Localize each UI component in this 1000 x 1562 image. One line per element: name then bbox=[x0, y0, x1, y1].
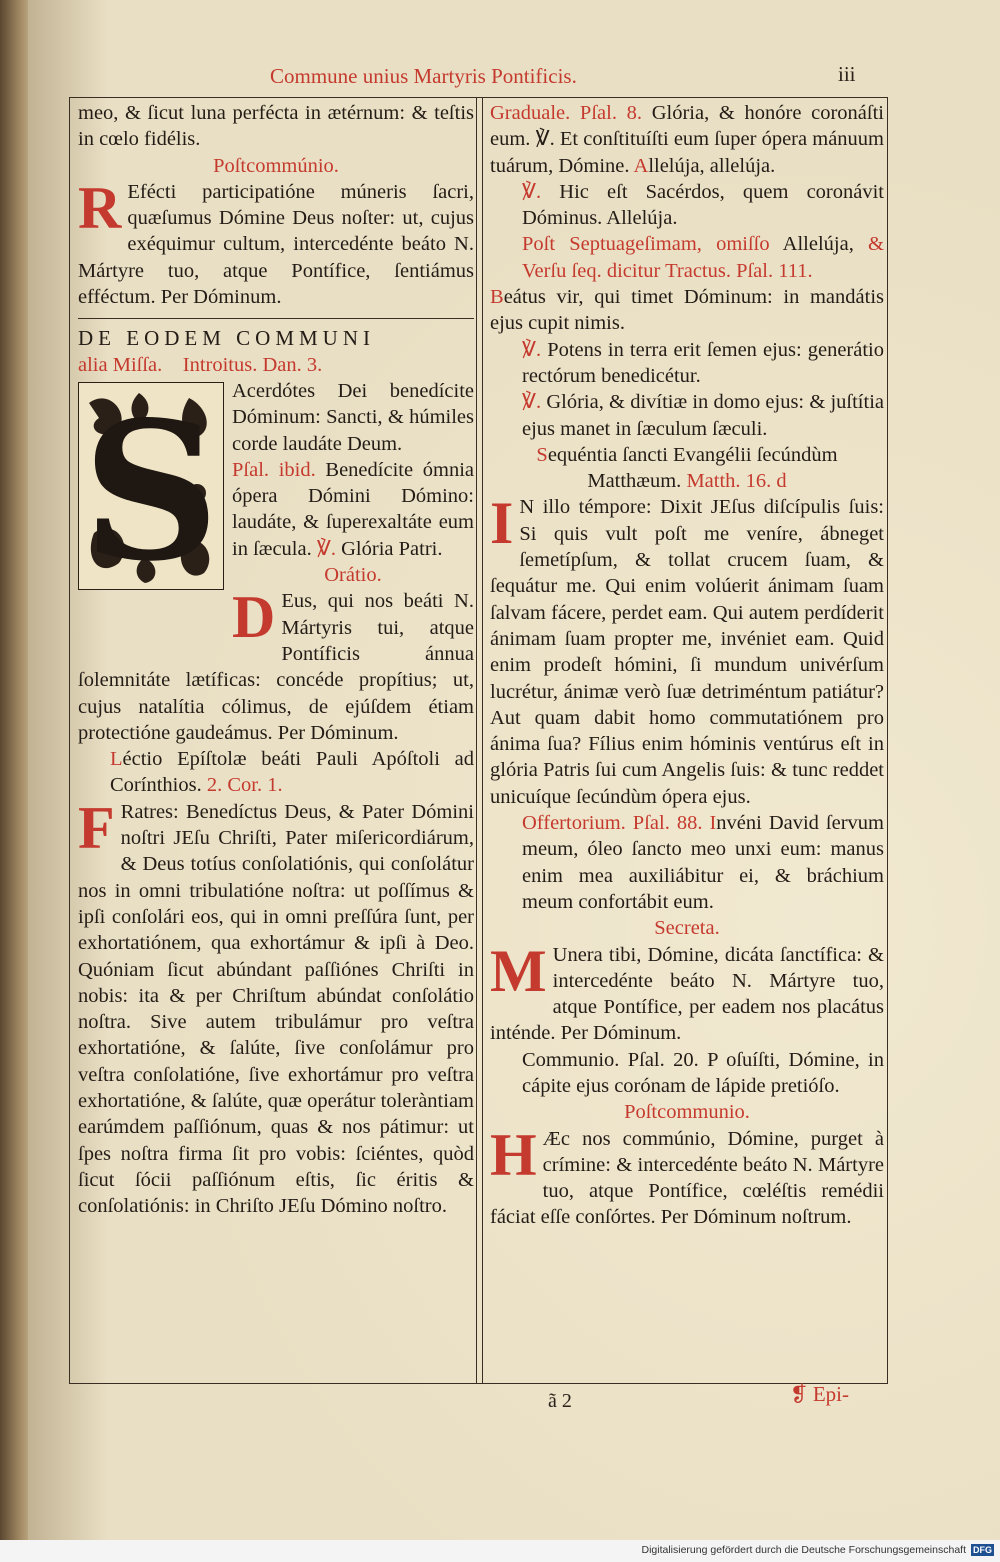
sequentia-initial: S bbox=[536, 443, 548, 466]
postcommunio-heading: Poſtcommunio. bbox=[624, 1101, 750, 1124]
versicle-text: Potens in terra erit ſemen ejus: generátio rectórum benedicétur. bbox=[522, 338, 884, 387]
tractus-text: eátus vir, qui timet Dóminum: in mandátis ejus cupit nimis. bbox=[490, 286, 884, 335]
catchword: ❡ Epi- bbox=[790, 1382, 850, 1406]
epistle-paragraph bbox=[78, 794, 474, 1220]
alleluia-initial: A bbox=[633, 154, 649, 177]
lectio-initial: L bbox=[110, 748, 123, 771]
introitus-text: Acerdótes Dei benedícite Dóminum: Sancti, & húmiles corde laudáte Deum. bbox=[232, 379, 474, 455]
mass-subtitle bbox=[78, 352, 474, 378]
column-divider bbox=[482, 97, 483, 1384]
running-header: Commune unius Martyris Pontificis. bbox=[270, 64, 577, 88]
psalm-text: Benedícite ómnia ópera Dómini Dómino: laudáte, & ſuperexaltáte eum in ſæcula. bbox=[232, 458, 474, 560]
frame-rule-top bbox=[70, 97, 888, 98]
offertorium-text: nvéni David ſervum meum, óleo ſancto meo unxi eum: manus enim mea auxiliábitur ei, & bráchium meum confortábit eum. bbox=[522, 812, 884, 913]
rubric-text: Poſt Septuageſimam, omiſſo bbox=[522, 233, 770, 256]
paragraph: meo, & ſicut luna perfécta in ætérnum: & teſtis in cœlo fidélis. bbox=[78, 102, 474, 151]
oratio-text: Eus, qui nos beáti N. Mártyris tui, atque Pontíficis ánnua ſolemnitáte lætíficas: concéde propítius; ut, cujus natalítia cólimus, de ejúſdem étiam protectióne gaudeámus. Per Dóminum. bbox=[78, 590, 474, 744]
left-column bbox=[78, 100, 474, 1219]
oratio-paragraph bbox=[78, 584, 474, 746]
versicle-paragraph bbox=[490, 337, 884, 390]
drop-cap: R bbox=[78, 174, 122, 241]
right-column bbox=[490, 100, 884, 1231]
postcommunio-paragraph bbox=[78, 174, 474, 310]
tractus-rubric: & Verſu ſeq. dicitur Tractus. Pſal. 111. bbox=[522, 233, 884, 282]
versicle-text: Hic eſt Sacérdos, quem coronávit Dóminus. Allelúja. bbox=[522, 180, 884, 230]
psalm-ref: Pſal. ibid. bbox=[232, 458, 316, 481]
postcommunio-heading: Poſtcommúnio. bbox=[213, 154, 339, 177]
gospel-paragraph bbox=[490, 490, 884, 810]
versicle-mark: ℣. bbox=[522, 180, 542, 203]
frame-rule-right bbox=[887, 97, 888, 1384]
column-divider bbox=[476, 97, 477, 1384]
ornamental-initial-s-icon bbox=[78, 382, 224, 590]
lectio-heading bbox=[78, 746, 474, 799]
drop-cap: H bbox=[490, 1121, 537, 1188]
lectio-ref: 2. Cor. 1. bbox=[206, 774, 283, 797]
section-title: DE EODEM COMMUNI bbox=[78, 326, 375, 351]
postcommunio-paragraph bbox=[490, 1121, 884, 1231]
versicle-paragraph bbox=[490, 389, 884, 442]
digitization-footer bbox=[0, 1540, 1000, 1562]
section-rule bbox=[78, 318, 474, 319]
drop-cap: I bbox=[490, 490, 514, 557]
frame-rule-bottom bbox=[70, 1383, 888, 1384]
rubric-paragraph bbox=[490, 231, 884, 284]
signature-mark: ã 2 bbox=[548, 1390, 572, 1412]
communio-paragraph: Communio. Pſal. 20. P oſuíſti, Dómine, in cápite ejus corónam de lápide pretióſo. bbox=[522, 1048, 884, 1097]
tractus-initial: B bbox=[490, 286, 504, 309]
versicle-text: Glória, & divítiæ in domo ejus: & juſtítia ejus manet in ſæculum ſæculi. bbox=[522, 391, 884, 440]
lectio-title: éctio Epíſtolæ beáti Pauli Apóſtoli ad Corínthios. bbox=[110, 748, 474, 797]
alleluia-text: llelúja, allelúja. bbox=[648, 154, 776, 177]
page-number: iii bbox=[838, 62, 856, 86]
sequentia-heading bbox=[490, 442, 884, 495]
drop-cap: D bbox=[232, 584, 276, 651]
postcommunio-text: Æc nos commúnio, Dómine, purget à crímine: & intercedénte beáto N. Mártyre tuo, atque Pontífice, cœléſtis remédii fáciat eſſe conſórtes. Per Dóminum noſtrum. bbox=[490, 1127, 884, 1229]
versicle-mark: ℣. bbox=[522, 338, 542, 361]
postcommunio-text: Efécti participatióne múneris ſacri, quæſumus Dómine Deus noſter: ut, cujus exéquimur cultum, intercedénte beáto N. Mártyre tuo, atque Pontífice, ſentiámus efféctum. Per Dóminum. bbox=[78, 180, 474, 309]
dfg-logo-icon: DFG bbox=[973, 1545, 992, 1555]
gloria-patri: Glória Patri. bbox=[341, 537, 443, 560]
funding-credit: Digitalisierung gefördert durch die Deutsche Forschungsgemeinschaft bbox=[641, 1544, 966, 1556]
drop-cap: M bbox=[490, 937, 547, 1004]
versicle-paragraph bbox=[490, 179, 884, 232]
alia-missa: alia Miſſa. bbox=[78, 353, 163, 376]
introitus-ref: Introitus. Dan. 3. bbox=[182, 353, 323, 376]
offertorium-paragraph bbox=[490, 810, 884, 915]
graduale-text: Glória, & honóre coronáſti eum. ℣. Et conſtituíſti eum ſuper ópera mánuum tuárum, Dómine. bbox=[490, 102, 884, 177]
gospel-ref: Matth. 16. d bbox=[686, 470, 787, 493]
secreta-paragraph bbox=[490, 937, 884, 1047]
drop-cap: F bbox=[78, 794, 115, 861]
oratio-heading: Orátio. bbox=[324, 564, 382, 587]
secreta-heading: Secreta. bbox=[654, 917, 720, 940]
gospel-text: N illo témpore: Dixit JEſus diſcípulis ſuis: Si quis vult poſt me veníre, ábneget ſemetípſum, & tollat crucem ſuam, & ſequátur me. Qui enim volúerit ánimam ſuam ſalvam fácere, perdet eam. Qui autem perdíderit ánimam ſuam propter me, invéniet eam. Quid enim prodeſt hómini, ſi mundum univérſum lucrétur, ánimæ verò ſuæ detriméntum patiátur? Aut quam dabit homo commutatiónem pro ánima ſua? Fílius enim hóminis ventúrus eſt in glória Patris ſui cum Angelis ſuis: & tunc reddet unicuíque ſecúndùm ópera ejus. bbox=[490, 496, 884, 808]
sequentia-text: equéntia ſancti Evangélii ſecúndùm Matthæum. bbox=[547, 443, 838, 493]
versicle-mark: ℣. bbox=[522, 391, 542, 414]
epistle-text: Ratres: Benedíctus Deus, & Pater Dómini noſtri JEſu Chriſti, Pater miſericordiárum, & Deus totíus conſolatiónis, qui conſolátur nos in omni tribulatióne noſtra: ut poſſímus & ipſi conſolári eos, qui in omni preſſúra ſunt, per exhortatiónem, qua exhortámur & ipſi à Deo. Quóniam ſicut abúndant paſſiónes Chriſti in nobis: ita & per Chriſtum abúndat conſolátio noſtra. Sive autem tribulámur pro veſtra exhortatióne, & ſalúte, ſive conſolámur pro veſtra conſolatióne, ſive exhortámur pro veſtra exhortatióne, & ſalúte, quæ operátur toleràntiam earúmdem paſſiónum, quas & nos pátimur: ut ſpes noſtra firma ſit pro vobis: ſciéntes, quòd ſicut ſócii paſſiónum eſtis, ſic éritis & conſolatiónis: in Chriſto JEſu Dómino noſtro. bbox=[78, 800, 474, 1218]
rubric-alleluia: Allelúja, bbox=[782, 233, 854, 256]
secreta-text: Unera tibi, Dómine, dicáta ſanctífica: & intercedénte beáto N. Mártyre tuo, atque Pontífice, per eadem nos placátus inténde. Per Dóminum. bbox=[490, 943, 884, 1045]
frame-rule-left bbox=[69, 97, 70, 1384]
svg-text:S: S bbox=[82, 382, 220, 589]
tractus-paragraph bbox=[490, 284, 884, 337]
offertorium-initial: I bbox=[709, 812, 717, 835]
graduale-ref: Graduale. Pſal. 8. bbox=[490, 102, 643, 124]
versicle-mark: ℣. bbox=[316, 537, 336, 560]
graduale-paragraph bbox=[490, 100, 884, 179]
offertorium-ref: Offertorium. Pſal. 88. bbox=[522, 812, 703, 835]
